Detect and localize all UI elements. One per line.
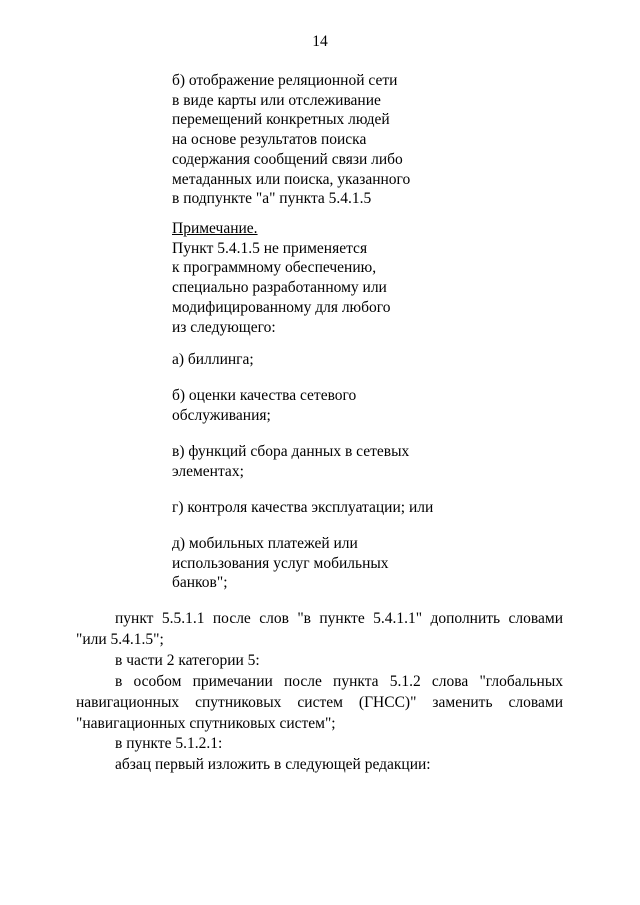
text-line: элементах; <box>172 462 244 480</box>
text-line: специально разработанному или <box>172 279 387 297</box>
text-line: к программному обеспечению, <box>172 259 377 277</box>
item-b-block <box>172 71 472 209</box>
text-line: обслуживания; <box>172 406 271 424</box>
text-line: банков"; <box>172 574 228 592</box>
text-line: на основе результатов поиска <box>172 131 367 149</box>
page-number: 14 <box>312 33 328 50</box>
text-line: использования услуг мобильных <box>172 554 389 572</box>
text-line: в подпункте "а" пункта 5.4.1.5 <box>172 190 372 208</box>
amendment-paragraph-line: в части 2 категории 5: <box>115 651 260 669</box>
amendment-paragraph-line: навигационных спутниковых систем (ГНСС)" заменить словами <box>76 693 563 711</box>
text-line: содержания сообщений связи либо <box>172 150 403 168</box>
amendment-paragraph-line: в особом примечании после пункта 5.1.2 слова "глобальных <box>115 672 563 690</box>
amendments-block <box>76 609 563 776</box>
note-block <box>172 219 472 337</box>
note-item-b <box>172 386 472 425</box>
amendment-paragraph-line: пункт 5.5.1.1 после слов "в пункте 5.4.1.1" дополнить словами <box>115 610 563 627</box>
text-line: б) отображение реляционной сети <box>172 72 398 89</box>
text-line: метаданных или поиска, указанного <box>172 170 411 188</box>
note-item-g <box>172 498 472 518</box>
note-heading: Примечание. <box>172 220 258 237</box>
text-line: Пункт 5.4.1.5 не применяется <box>172 239 368 257</box>
note-item-v <box>172 442 472 481</box>
text-line: перемещений конкретных людей <box>172 111 390 129</box>
text-line: а) биллинга; <box>172 351 254 368</box>
note-item-a <box>172 350 472 370</box>
text-line: в) функций сбора данных в сетевых <box>172 443 410 460</box>
amendment-paragraph-line: абзац первый изложить в следующей редакции: <box>115 756 431 774</box>
text-line: б) оценки качества сетевого <box>172 387 357 404</box>
text-line: д) мобильных платежей или <box>172 535 358 552</box>
text-line: модифицированному для любого <box>172 298 391 316</box>
amendment-paragraph-line: "или 5.4.1.5"; <box>76 630 164 648</box>
text-line: в виде карты или отслеживание <box>172 91 381 109</box>
text-line: из следующего: <box>172 318 276 336</box>
note-item-d <box>172 534 472 593</box>
text-line: г) контроля качества эксплуатации; или <box>172 499 434 516</box>
amendment-paragraph-line: "навигационных спутниковых систем"; <box>76 714 336 732</box>
amendment-paragraph-line: в пункте 5.1.2.1: <box>115 735 223 753</box>
